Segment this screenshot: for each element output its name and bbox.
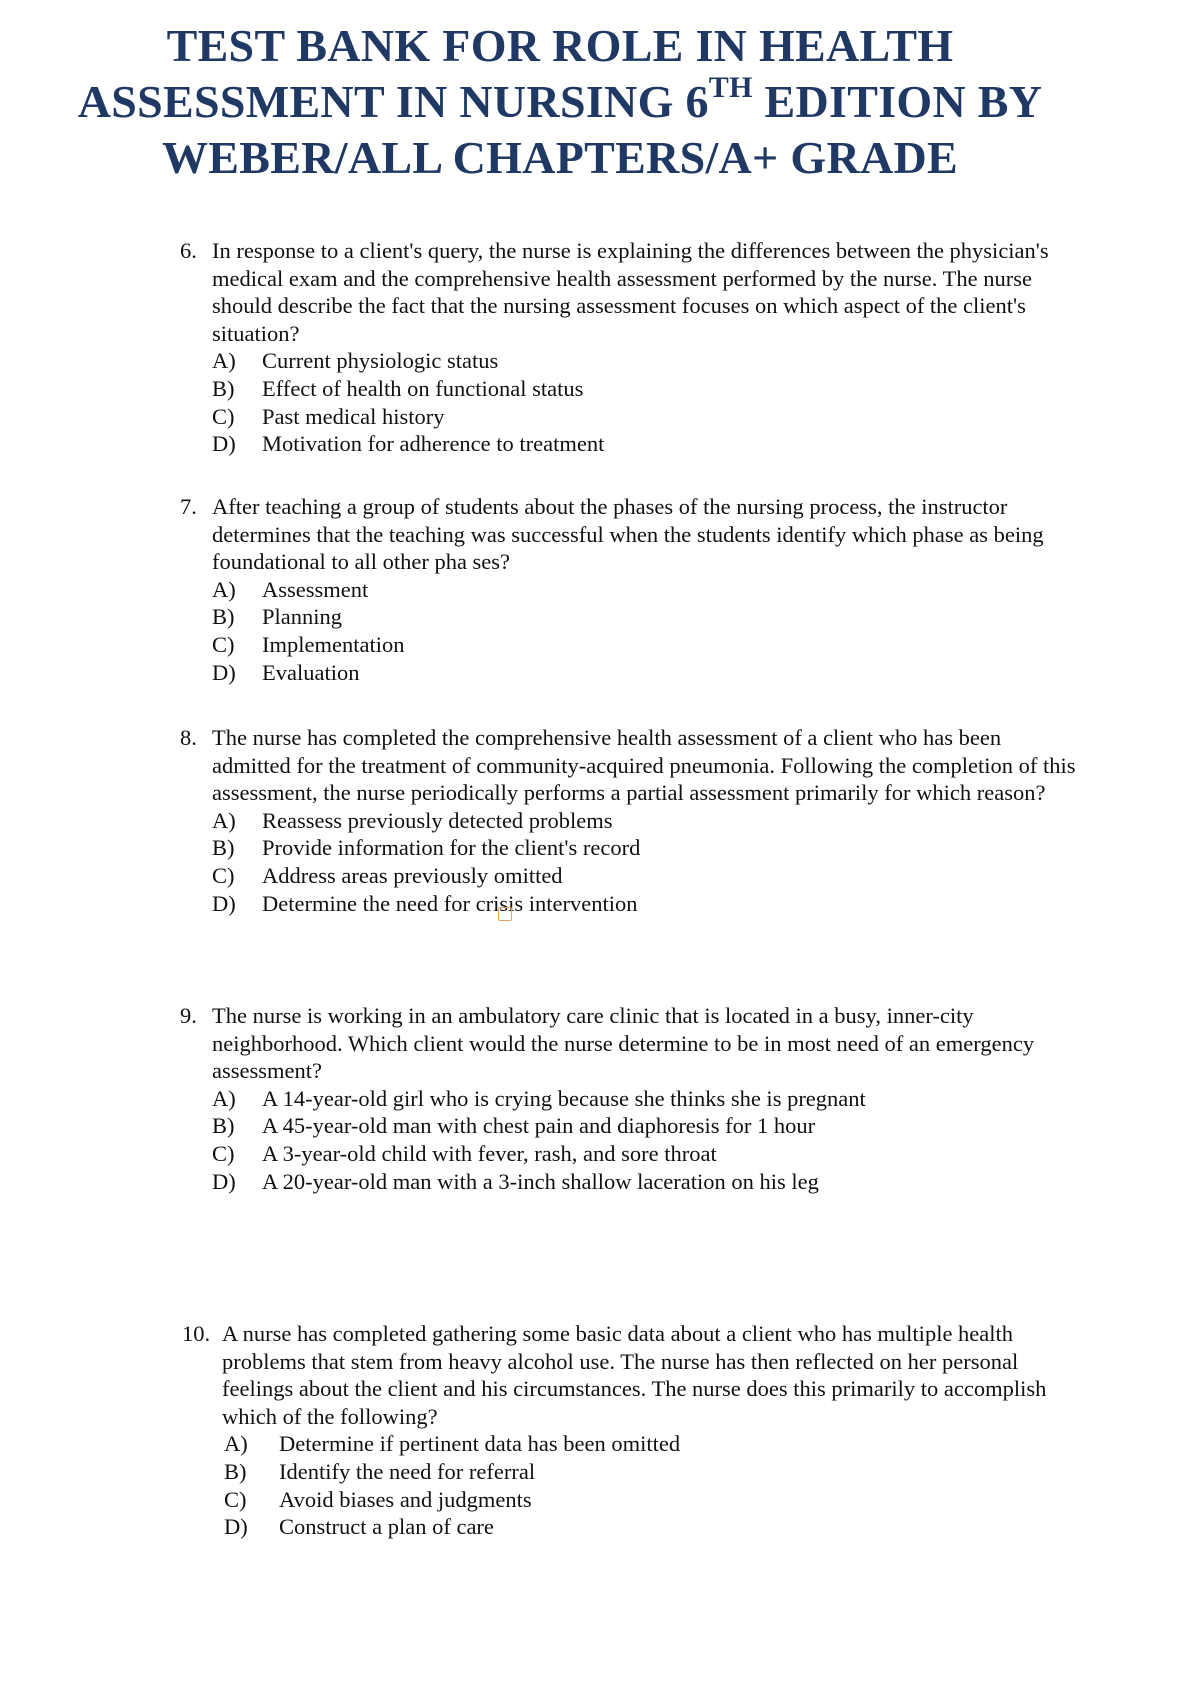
- option-letter: D): [212, 659, 236, 685]
- question-number: 6.: [180, 238, 197, 263]
- question-9: [180, 1002, 1080, 1195]
- title-line-2-main: ASSESSMENT IN NURSING 6: [77, 76, 709, 127]
- option-text: Assessment: [262, 576, 369, 602]
- question-8: [180, 724, 1080, 917]
- title-line-2-end: EDITION BY: [752, 76, 1043, 127]
- option-text: A 45-year-old man with chest pain and diaphoresis for 1 hour: [262, 1113, 816, 1139]
- answer-options: [180, 347, 1080, 457]
- document-title: [0, 18, 1120, 186]
- option-text: Effect of health on functional status: [262, 375, 584, 401]
- option-text: Planning: [262, 604, 343, 630]
- option-text: Determine if pertinent data has been omitted: [279, 1431, 681, 1457]
- answer-options: [180, 1085, 1080, 1195]
- option-letter: A): [212, 348, 236, 374]
- option-letter: D): [212, 1168, 236, 1194]
- answer-option: [212, 1112, 1080, 1140]
- question-stem: [180, 1002, 1080, 1085]
- option-text: A 3-year-old child with fever, rash, and sore throat: [262, 1140, 717, 1166]
- answer-option: [212, 576, 1080, 604]
- question-10: [180, 1320, 1080, 1541]
- question-number: 9.: [180, 1003, 197, 1028]
- option-text: Provide information for the client's record: [262, 835, 641, 861]
- option-letter: B): [224, 1458, 247, 1484]
- option-text: Determine the need for crisis intervention: [262, 890, 638, 916]
- option-letter: D): [212, 890, 236, 916]
- option-letter: D): [224, 1514, 248, 1540]
- option-letter: A): [212, 576, 236, 602]
- answer-option: [212, 659, 1080, 687]
- answer-option: [224, 1513, 1080, 1541]
- option-text: Implementation: [262, 631, 405, 657]
- answer-option: [212, 834, 1080, 862]
- question-text: In response to a client's query, the nurse is explaining the differences between the physician's medical exam and the comprehensive health assessment performed by the nurse. The nurse should describe the fact that the nursing assessment focuses on which aspect of the client's situation?: [212, 238, 1049, 346]
- option-letter: C): [212, 631, 235, 657]
- answer-option: [212, 807, 1080, 835]
- option-letter: A): [224, 1431, 248, 1457]
- question-stem: [180, 724, 1080, 807]
- option-text: Avoid biases and judgments: [279, 1486, 532, 1512]
- question-text: The nurse is working in an ambulatory care clinic that is located in a busy, inner-city neighborhood. Which client would the nurse determine to be in most need of an emergency assessment?: [212, 1003, 1035, 1084]
- answer-option: [224, 1486, 1080, 1514]
- question-6: [180, 237, 1080, 458]
- answer-option: [212, 430, 1080, 458]
- answer-option: [212, 403, 1080, 431]
- question-text: A nurse has completed gathering some basic data about a client who has multiple health problems that stem from heavy alcohol use. The nurse has then reflected on her personal feelings about the client and his circumstances. The nurse does this primarily to accomplish which of the following?: [222, 1321, 1047, 1429]
- title-line-2: [0, 70, 1120, 130]
- question-text: The nurse has completed the comprehensive health assessment of a client who has been admitted for the treatment of community-acquired pneumonia. Following the completion of this assessment, the nurse periodically performs a partial assessment primarily for which reason?: [212, 725, 1076, 806]
- question-text: After teaching a group of students about the phases of the nursing process, the instructor determines that the teaching was successful when the students identify which phase as being foundational to all other pha ses?: [212, 494, 1044, 575]
- option-text: Construct a plan of care: [279, 1514, 494, 1540]
- option-text: A 20-year-old man with a 3-inch shallow laceration on his leg: [262, 1168, 819, 1194]
- answer-options: [180, 1430, 1080, 1540]
- answer-option: [212, 1168, 1080, 1196]
- question-number: 8.: [180, 725, 197, 750]
- option-letter: C): [224, 1486, 247, 1512]
- answer-option: [212, 1140, 1080, 1168]
- option-text: Current physiologic status: [262, 348, 499, 374]
- title-superscript: TH: [708, 70, 753, 104]
- title-line-3: WEBER/ALL CHAPTERS/A+ GRADE: [161, 132, 958, 183]
- answer-option: [212, 1085, 1080, 1113]
- option-letter: B): [212, 604, 235, 630]
- option-letter: B): [212, 1113, 235, 1139]
- question-stem: [180, 237, 1080, 347]
- comment-marker-icon: [498, 907, 512, 921]
- title-line-1: TEST BANK FOR ROLE IN HEALTH: [166, 20, 954, 71]
- option-letter: D): [212, 431, 236, 457]
- question-stem: [180, 1320, 1080, 1430]
- question-number: 7.: [180, 494, 197, 519]
- option-letter: B): [212, 375, 235, 401]
- answer-option: [212, 375, 1080, 403]
- question-7: [180, 493, 1080, 686]
- option-letter: A): [212, 807, 236, 833]
- question-stem: [180, 493, 1080, 576]
- option-letter: B): [212, 835, 235, 861]
- option-text: Reassess previously detected problems: [262, 807, 613, 833]
- answer-options: [180, 576, 1080, 686]
- answer-option: [212, 347, 1080, 375]
- option-text: Identify the need for referral: [279, 1458, 536, 1484]
- answer-option: [224, 1458, 1080, 1486]
- answer-option: [212, 862, 1080, 890]
- answer-option: [212, 631, 1080, 659]
- answer-option: [212, 890, 1080, 918]
- option-letter: C): [212, 1140, 235, 1166]
- option-text: Address areas previously omitted: [262, 862, 563, 888]
- option-text: A 14-year-old girl who is crying because she thinks she is pregnant: [262, 1085, 866, 1111]
- question-number: 10.: [182, 1321, 211, 1346]
- answer-options: [180, 807, 1080, 917]
- option-letter: C): [212, 403, 235, 429]
- answer-option: [224, 1430, 1080, 1458]
- option-letter: A): [212, 1085, 236, 1111]
- option-letter: C): [212, 862, 235, 888]
- option-text: Evaluation: [262, 659, 360, 685]
- option-text: Past medical history: [262, 403, 445, 429]
- answer-option: [212, 603, 1080, 631]
- option-text: Motivation for adherence to treatment: [262, 431, 605, 457]
